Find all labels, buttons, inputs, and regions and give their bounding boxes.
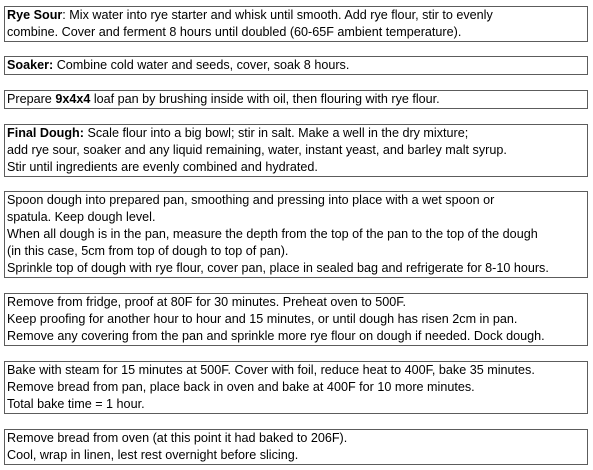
step-soaker [4,56,588,75]
step-text: Scale flour into a big bowl; stir in salt. Make a well in the dry mixture; [83,126,469,140]
step-line [7,125,587,142]
step-cool [4,429,588,465]
step-line: Remove bread from pan, place back in oven and bake at 400F for 10 more minutes. [7,380,475,394]
step-line: Remove any covering from the pan and sprinkle more rye flour on dough if needed. Dock dough. [7,329,545,343]
step-line: (in this case, 5cm from top of dough to top of pan). [7,244,289,258]
step-shape [4,191,588,278]
step-line: Keep proofing for another hour to hour and 15 minutes, or until dough has risen 2cm in pan. [7,312,518,326]
step-final-dough [4,124,588,177]
step-line: Bake with steam for 15 minutes at 500F. Cover with foil, reduce heat to 400F, bake 35 minutes. [7,363,535,377]
step-heading: Final Dough: [7,126,84,140]
step-line: Remove from fridge, proof at 80F for 30 minutes. Preheat oven to 500F. [7,295,407,309]
step-line [7,57,587,74]
step-heading: Soaker: [7,58,54,72]
step-line: When all dough is in the pan, measure the depth from the top of the pan to the top of the dough [7,227,538,241]
step-line: Sprinkle top of dough with rye flour, cover pan, place in sealed bag and refrigerate for 8-10 hours. [7,261,549,275]
step-line: Remove bread from oven (at this point it had baked to 206F). [7,431,348,445]
step-line [7,91,587,108]
step-text: loaf pan by brushing inside with oil, then flouring with rye flour. [90,92,440,106]
step-bake [4,361,588,414]
step-line: add rye sour, soaker and any liquid remaining, water, instant yeast, and barley malt syrup. [7,143,507,157]
step-line: Spoon dough into prepared pan, smoothing and pressing into place with a wet spoon or [7,193,495,207]
step-line: Total bake time = 1 hour. [7,397,145,411]
step-rye-sour [4,6,588,42]
step-line [7,7,587,24]
step-line: spatula. Keep dough level. [7,210,156,224]
pan-size: 9x4x4 [55,92,91,106]
step-line: Stir until ingredients are evenly combined and hydrated. [7,160,318,174]
step-proof [4,293,588,346]
step-line: Cool, wrap in linen, lest rest overnight before slicing. [7,448,299,462]
step-text: Combine cold water and seeds, cover, soak 8 hours. [53,58,350,72]
step-text: : Mix water into rye starter and whisk until smooth. Add rye flour, stir to evenly [62,8,493,22]
step-prepare-pan [4,90,588,109]
step-heading: Rye Sour [7,8,63,22]
step-text: Prepare [7,92,56,106]
step-line: combine. Cover and ferment 8 hours until doubled (60-65F ambient temperature). [7,25,462,39]
